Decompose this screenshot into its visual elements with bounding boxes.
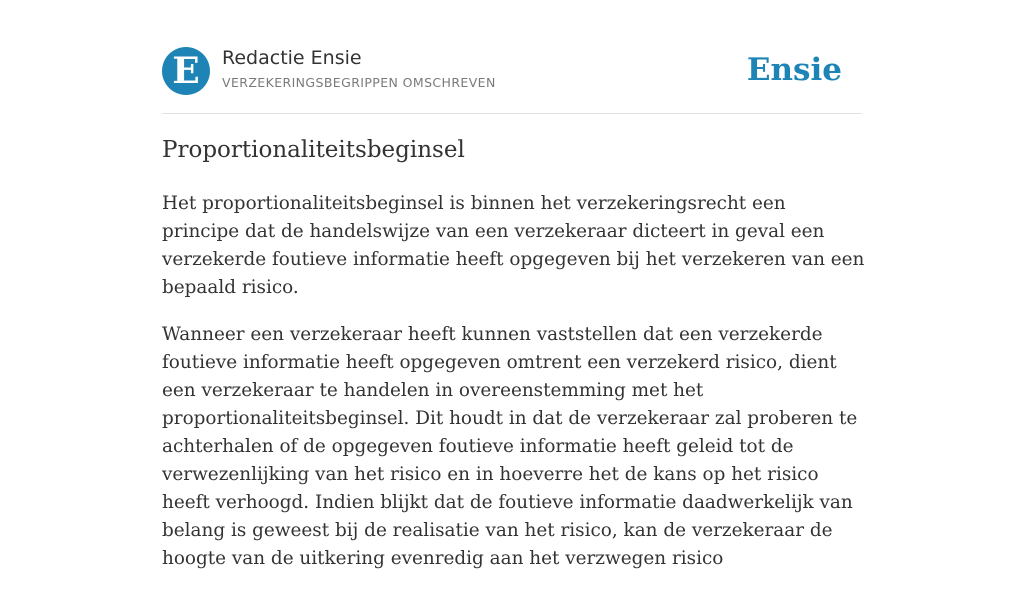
- header-divider: [162, 113, 862, 114]
- author-subtitle: VERZEKERINGSBEGRIPPEN OMSCHREVEN: [222, 75, 496, 90]
- author-avatar[interactable]: E: [162, 47, 210, 95]
- article-paragraph: Het proportionaliteitsbeginsel is binnen het verzekeringsrecht een principe dat de handelswijze van een verzekeraar dicteert in geval een verzekerde foutieve informatie heeft opgegeven bij het verzekeren van een bepaald risico.: [162, 193, 865, 298]
- brand-logo[interactable]: Ensie: [746, 52, 842, 88]
- article-body: [162, 190, 867, 592]
- article-title: Proportionaliteitsbeginsel: [162, 137, 465, 163]
- author-name[interactable]: Redactie Ensie: [222, 47, 362, 69]
- header: [162, 46, 862, 96]
- article-paragraph: Wanneer een verzekeraar heeft kunnen vaststellen dat een verzekerde foutieve informatie heeft opgegeven omtrent een verzekerd risico, dient een verzekeraar te handelen in overeenstemming met het proportionaliteitsbeginsel. Dit houdt in dat de verzekeraar zal proberen te achterhalen of de opgegeven foutieve informatie heeft geleid tot de verwezenlijking van het risico en in hoeverre het de kans op het risico heeft verhoogd. Indien blijkt dat de foutieve informatie daadwerkelijk van belang is geweest bij de realisatie van het risico, kan de verzekeraar de hoogte van de uitkering evenredig aan het verzwegen risico: [162, 324, 858, 569]
